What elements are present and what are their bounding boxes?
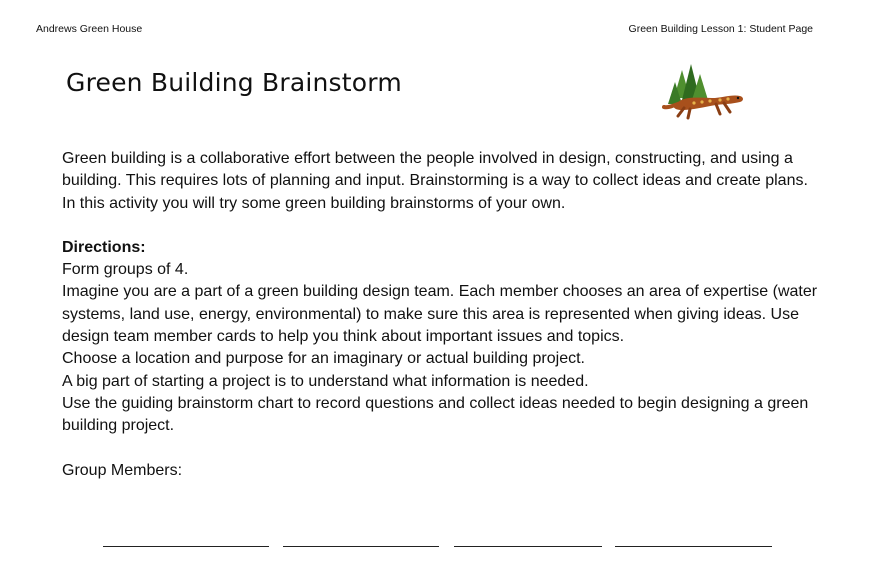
main-content (62, 148, 822, 482)
member-name-line-3[interactable] (454, 532, 602, 547)
page-title: Green Building Brainstorm (66, 68, 402, 97)
salamander-with-trees-icon (660, 58, 746, 122)
direction-step: Imagine you are a part of a green building design team. Each member chooses an area of expertise (water systems, land use, energy, environmental) to make sure this area is represented when giving ideas. Use design team member cards to help you think about important issues and topics. (62, 283, 818, 346)
member-name-line-2[interactable] (283, 532, 439, 547)
header-school-name: Andrews Green House (36, 23, 143, 35)
group-member-lines (103, 532, 783, 548)
group-members-label: Group Members: (62, 461, 183, 479)
directions-heading: Directions: (62, 238, 146, 256)
member-name-line-1[interactable] (103, 532, 269, 547)
logo-graphic (660, 58, 746, 122)
intro-paragraph: Green building is a collaborative effort between the people involved in design, constructing, and using a building. This requires lots of planning and input. Brainstorming is a way to collect ideas and create plans. In this activity you will try some green building brainstorms of your own. (62, 150, 808, 212)
member-name-line-4[interactable] (615, 532, 772, 547)
direction-step: A big part of starting a project is to understand what information is needed. (62, 372, 589, 390)
direction-step: Choose a location and purpose for an imaginary or actual building project. (62, 350, 585, 368)
direction-step: Form groups of 4. (62, 261, 189, 279)
header-lesson-label: Green Building Lesson 1: Student Page (628, 23, 813, 35)
direction-step: Use the guiding brainstorm chart to record questions and collect ideas needed to begin designing a green building project. (62, 394, 809, 435)
